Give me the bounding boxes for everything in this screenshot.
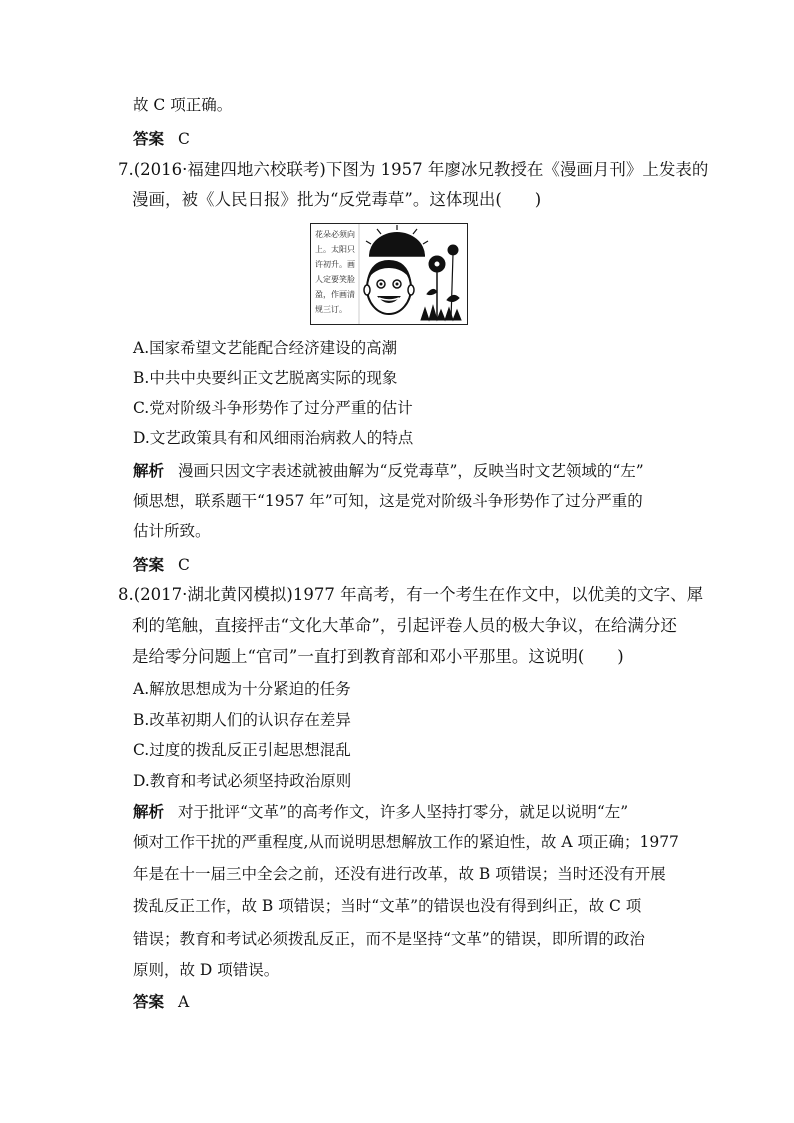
q8-option-b: B.改革初期人们的认识存在差异 <box>133 711 351 729</box>
analysis-label: 解析 <box>133 802 165 821</box>
sun-drawing <box>366 225 428 256</box>
q8-stem-line-3: 是给零分问题上“官司”一直打到教育部和邓小平那里。这说明( ) <box>132 647 624 666</box>
cartoon-image <box>310 223 468 325</box>
q7-analysis-line-1 <box>133 461 644 481</box>
cartoon-caption-4: 人定要笑脸 <box>315 275 355 284</box>
q8-option-c: C.过度的拨乱反正引起思想混乱 <box>133 741 351 759</box>
cartoon-caption-6: 规三订。 <box>315 305 347 314</box>
q7-analysis-line-3: 估计所致。 <box>133 522 211 540</box>
cartoon-caption-1: 花朵必须向 <box>315 230 355 239</box>
q7-option-b: B.中共中央要纠正文艺脱离实际的现象 <box>133 369 398 387</box>
answer-label: 答案 <box>133 129 165 148</box>
q8-analysis-line-6: 原则，故 D 项错误。 <box>133 961 280 979</box>
cartoon-caption-5: 盈，作画清 <box>315 290 355 299</box>
q7-option-c: C.党对阶级斗争形势作了过分严重的估计 <box>133 399 413 417</box>
q8-analysis-line-2: 倾对工作干扰的严重程度,从而说明思想解放工作的紧迫性，故 A 项正确；1977 <box>133 833 679 851</box>
q8-analysis-line-3: 年是在十一届三中全会之前，还没有进行改革，故 B 项错误；当时还没有开展 <box>133 865 666 883</box>
q8-analysis-line-1 <box>133 802 628 822</box>
q8-stem-line-1: 8.(2017·湖北黄冈模拟)1977 年高考，有一个考生在作文中，以优美的文字、犀 <box>118 585 704 604</box>
answer-label: 答案 <box>133 555 165 574</box>
q8-analysis-line-4: 拨乱反正工作，故 B 项错误；当时“文革”的错误也没有得到纠正，故 C 项 <box>133 897 642 915</box>
q7-answer-row <box>133 555 190 575</box>
prev-conclusion: 故 C 项正确。 <box>133 96 233 114</box>
q7-answer: C <box>178 556 190 574</box>
q7-analysis-line-2: 倾思想，联系题干“1957 年”可知，这是党对阶级斗争形势作了过分严重的 <box>133 492 643 510</box>
q8-option-d: D.教育和考试必须坚持政治原则 <box>133 772 352 790</box>
q6-answer-row <box>133 129 190 149</box>
q7-option-d: D.文艺政策具有和风细雨治病救人的特点 <box>133 429 414 447</box>
q8-analysis-line-5: 错误；教育和考试必须拨乱反正，而不是坚持“文革”的错误，即所谓的政治 <box>133 930 645 948</box>
q7-analysis-text-1: 漫画只因文字表述就被曲解为“反党毒草”，反映当时文艺领域的“左” <box>178 462 644 480</box>
q8-analysis-text-1: 对于批评“文革”的高考作文，许多人坚持打零分，就足以说明“左” <box>178 803 629 821</box>
q7-stem-line-2: 漫画，被《人民日报》批为“反党毒草”。这体现出( ) <box>132 190 542 209</box>
q7-stem-line-1: 7.(2016·福建四地六校联考)下图为 1957 年廖冰兄教授在《漫画月刊》上发表的 <box>118 160 709 179</box>
q8-option-a: A.解放思想成为十分紧迫的任务 <box>133 680 351 698</box>
q8-stem-line-2: 利的笔触，直接抨击“文化大革命”，引起评卷人员的极大争议，在给满分还 <box>132 616 677 635</box>
q6-answer: C <box>178 130 190 148</box>
q8-answer: A <box>178 993 190 1011</box>
smiling-face-drawing <box>364 260 414 314</box>
q7-option-a: A.国家希望文艺能配合经济建设的高潮 <box>133 339 398 357</box>
analysis-label: 解析 <box>133 461 165 480</box>
q8-answer-row <box>133 992 189 1012</box>
cartoon-caption-2: 上。太阳只 <box>315 245 355 254</box>
flowers-drawing <box>421 245 461 320</box>
cartoon-caption-3: 许初升。画 <box>315 260 355 269</box>
answer-label: 答案 <box>133 992 165 1011</box>
